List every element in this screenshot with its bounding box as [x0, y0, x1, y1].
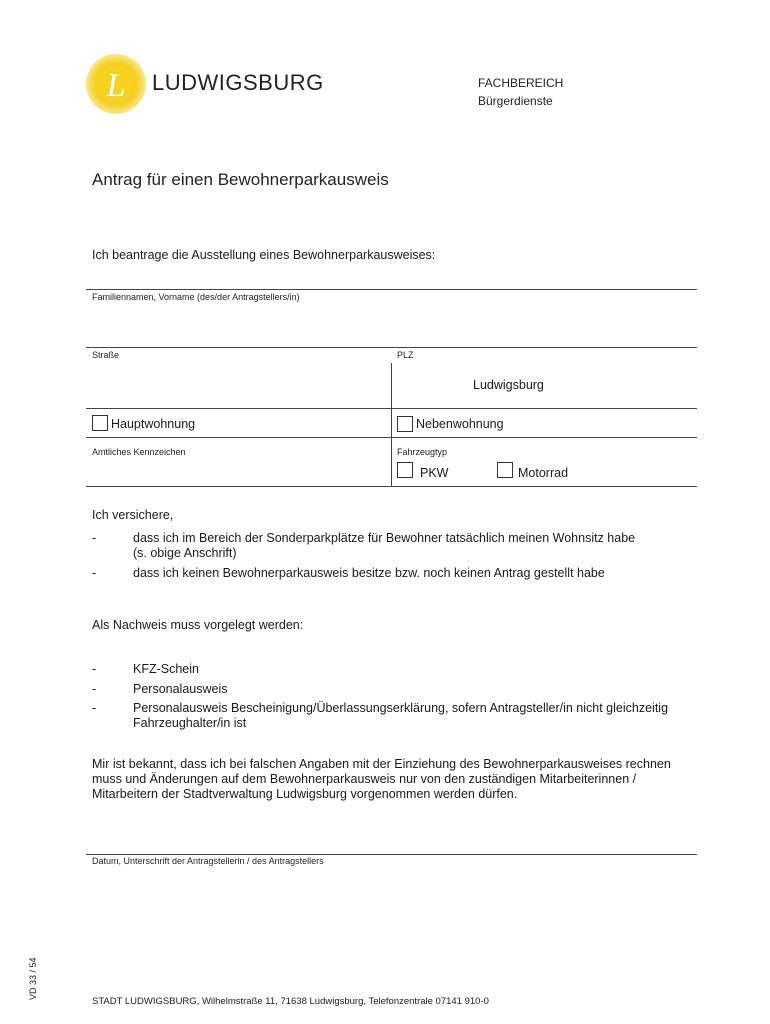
name-field[interactable] — [86, 303, 697, 345]
assurance-item-2: dass ich keinen Bewohnerparkausweis besitze bzw. noch keinen Antrag gestellt habe — [133, 566, 605, 580]
pkw-checkbox[interactable] — [397, 462, 413, 478]
proof-heading: Als Nachweis muss vorgelegt werden: — [92, 618, 304, 632]
hauptwohnung-label: Hauptwohnung — [111, 417, 196, 431]
divider — [86, 408, 697, 409]
proof-item-1: KFZ-Schein — [133, 662, 199, 676]
bullet-dash: - — [92, 531, 97, 545]
motorrad-label: Motorrad — [518, 466, 569, 480]
divider — [391, 363, 392, 487]
assurance-heading: Ich versichere, — [92, 508, 174, 522]
divider — [86, 437, 697, 438]
form-intro: Ich beantrage die Ausstellung eines Bewohnerparkausweises: — [92, 248, 436, 262]
bullet-dash: - — [92, 701, 97, 715]
signature-field[interactable] — [86, 810, 697, 854]
assurance-item-1-line-2: (s. obige Anschrift) — [133, 546, 237, 560]
pkw-label: PKW — [420, 466, 449, 480]
city-logo-icon — [84, 52, 148, 116]
notice-paragraph — [92, 757, 702, 802]
signature-label: Datum, Unterschrift der Antragstellerin / des Antragstellers — [92, 856, 324, 866]
hauptwohnung-checkbox[interactable] — [92, 415, 108, 431]
proof-item-3-line-2: Fahrzeughalter/in ist — [133, 716, 247, 730]
department-label: FACHBEREICH — [478, 76, 564, 90]
street-field-label: Straße — [92, 350, 120, 360]
bullet-dash: - — [92, 566, 97, 580]
divider — [86, 347, 697, 348]
proof-item-3-line-1: Personalausweis Bescheinigung/Überlassungserklärung, sofern Antragsteller/in nicht gleichzeitig — [133, 701, 669, 715]
notice-line-2: muss und Änderungen auf dem Bewohnerparkausweis nur von den zuständigen Mitarbeiterinnen / — [92, 772, 637, 786]
bullet-dash: - — [92, 662, 97, 676]
plate-field[interactable] — [86, 458, 389, 486]
city-value: Ludwigsburg — [473, 378, 544, 392]
name-field-label: Familiennamen, Vorname (des/der Antragstellers/in) — [92, 292, 300, 302]
footer-address: STADT LUDWIGSBURG, Wilhelmstraße 11, 71638 Ludwigsburg, Telefonzentrale 07141 910-0 — [92, 996, 489, 1007]
logo-text: LUDWIGSBURG — [152, 70, 324, 95]
plate-field-label: Amtliches Kennzeichen — [92, 447, 186, 457]
assurance-item-1 — [133, 531, 693, 561]
plz-field[interactable] — [392, 362, 697, 406]
proof-item-2: Personalausweis — [133, 682, 228, 696]
signature-line — [86, 854, 697, 855]
department — [478, 74, 563, 110]
form-title: Antrag für einen Bewohnerparkausweis — [92, 170, 389, 189]
motorrad-checkbox[interactable] — [497, 462, 513, 478]
assurance-item-1-line-1: dass ich im Bereich der Sonderparkplätze für Bewohner tatsächlich meinen Wohnsitz habe — [133, 531, 636, 545]
proof-item-3 — [133, 701, 693, 731]
notice-line-1: Mir ist bekannt, dass ich bei falschen Angaben mit der Einziehung des Bewohnerparkausweises rechnen — [92, 757, 671, 771]
notice-line-3: Mitarbeitern der Stadtverwaltung Ludwigsburg vorgenommen werden dürfen. — [92, 787, 518, 801]
nebenwohnung-label: Nebenwohnung — [416, 417, 504, 431]
bullet-dash: - — [92, 682, 97, 696]
form-code: VD 33 / 54 — [28, 957, 38, 1000]
vehicle-type-label: Fahrzeugtyp — [397, 447, 448, 457]
divider — [86, 289, 697, 290]
divider — [86, 486, 697, 487]
nebenwohnung-checkbox[interactable] — [397, 416, 413, 432]
plz-field-label: PLZ — [397, 350, 414, 360]
svg-text:L: L — [106, 67, 126, 104]
department-name: Bürgerdienste — [478, 94, 553, 108]
street-field[interactable] — [86, 362, 389, 406]
